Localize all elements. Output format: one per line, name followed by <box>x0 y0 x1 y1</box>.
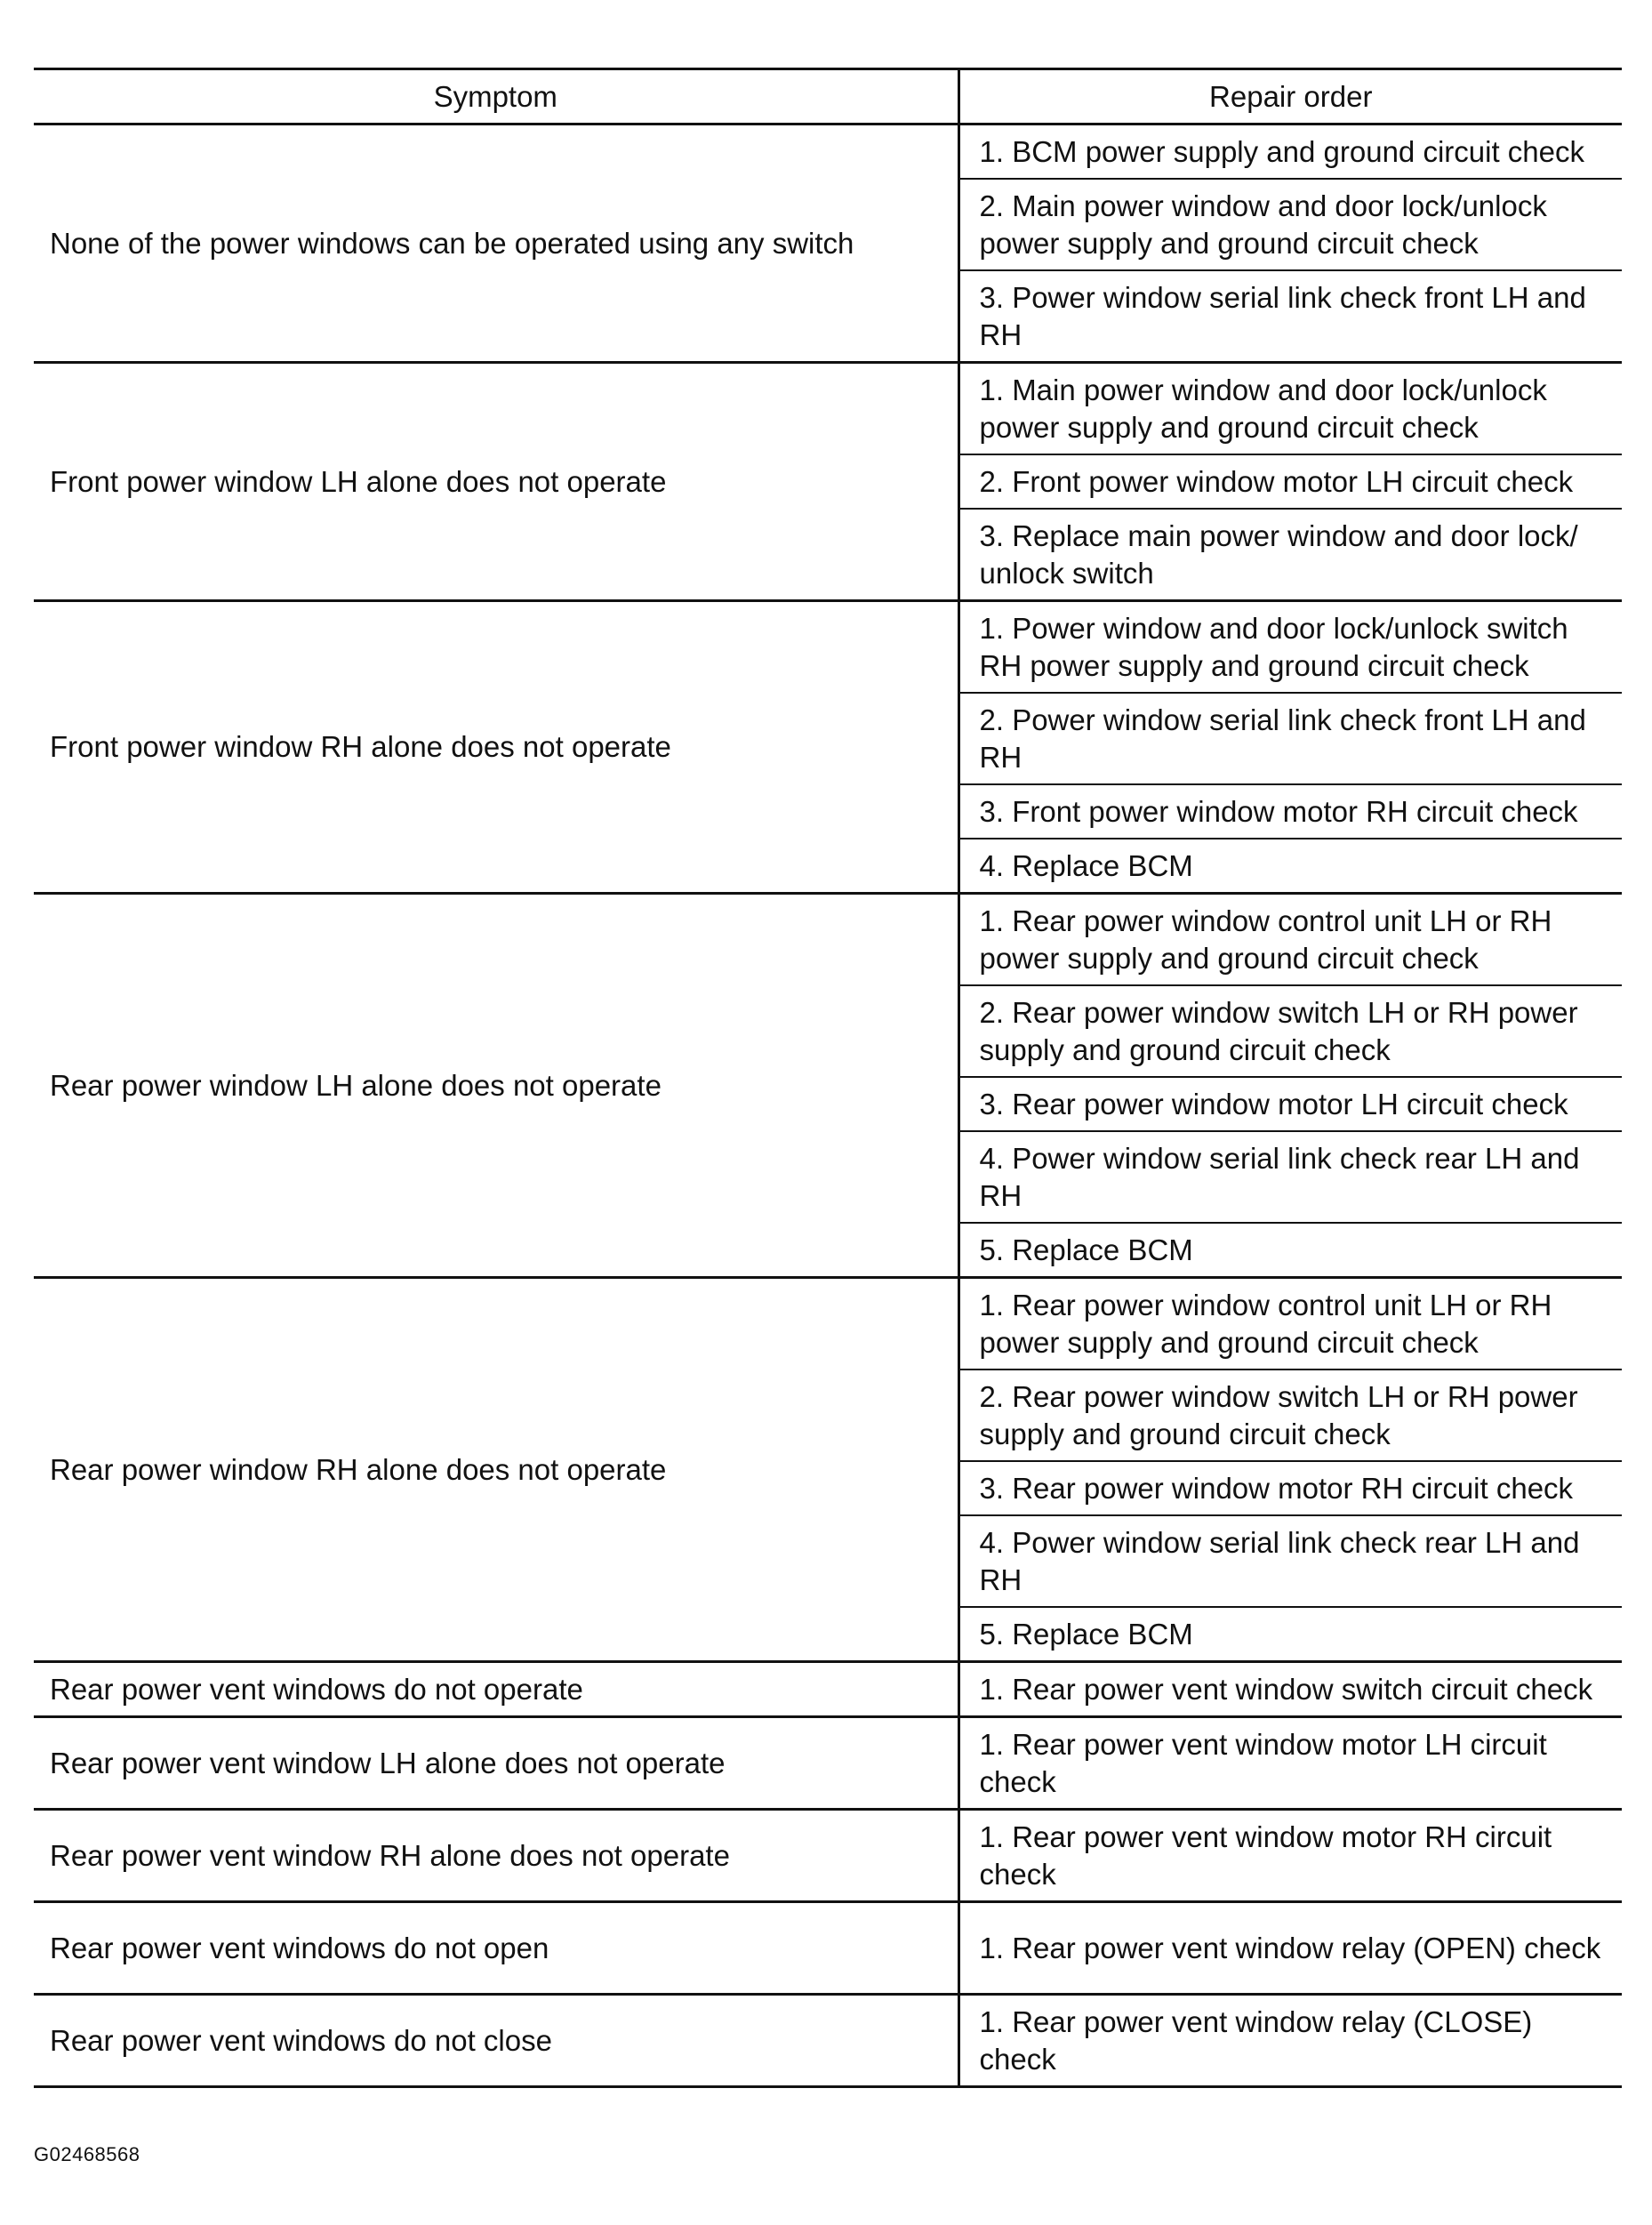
repair-step-cell: 1. Rear power vent window switch circuit check <box>958 1662 1622 1717</box>
repair-step-cell: 3. Rear power window motor RH circuit check <box>958 1461 1622 1515</box>
symptom-cell: Rear power vent windows do not open <box>34 1902 958 1995</box>
table-row <box>34 363 1622 455</box>
symptom-cell: None of the power windows can be operated using any switch <box>34 125 958 363</box>
repair-table-container <box>34 68 1622 2088</box>
repair-step-cell: 1. Rear power vent window motor RH circuit check <box>958 1810 1622 1902</box>
repair-step-cell: 4. Power window serial link check rear LH and RH <box>958 1515 1622 1607</box>
table-row <box>34 1995 1622 2087</box>
repair-step-cell: 1. Rear power window control unit LH or RH power supply and ground circuit check <box>958 1278 1622 1370</box>
table-header-row <box>34 69 1622 125</box>
symptom-cell: Rear power vent windows do not operate <box>34 1662 958 1717</box>
repair-step-cell: 3. Power window serial link check front LH and RH <box>958 270 1622 363</box>
table-row <box>34 125 1622 180</box>
symptom-cell: Front power window LH alone does not operate <box>34 363 958 601</box>
repair-step-cell: 5. Replace BCM <box>958 1223 1622 1278</box>
symptom-cell: Rear power vent window LH alone does not operate <box>34 1717 958 1810</box>
repair-step-cell: 1. Rear power window control unit LH or RH power supply and ground circuit check <box>958 894 1622 986</box>
repair-step-cell: 3. Rear power window motor LH circuit check <box>958 1077 1622 1131</box>
repair-step-cell: 2. Rear power window switch LH or RH power supply and ground circuit check <box>958 1370 1622 1461</box>
symptom-cell: Rear power window RH alone does not operate <box>34 1278 958 1662</box>
repair-order-table <box>34 68 1622 2088</box>
repair-step-cell: 1. Main power window and door lock/unlock power supply and ground circuit check <box>958 363 1622 455</box>
table-row <box>34 1278 1622 1370</box>
repair-step-cell: 4. Power window serial link check rear LH and RH <box>958 1131 1622 1223</box>
repair-step-cell: 3. Replace main power window and door lock/ unlock switch <box>958 509 1622 601</box>
symptom-cell: Front power window RH alone does not operate <box>34 601 958 894</box>
table-row <box>34 601 1622 694</box>
repair-step-cell: 2. Front power window motor LH circuit check <box>958 454 1622 509</box>
repair-step-cell: 1. BCM power supply and ground circuit check <box>958 125 1622 180</box>
repair-step-cell: 4. Replace BCM <box>958 839 1622 894</box>
repair-step-cell: 2. Rear power window switch LH or RH power supply and ground circuit check <box>958 985 1622 1077</box>
figure-code: G02468568 <box>34 2143 140 2165</box>
repair-step-cell: 1. Rear power vent window relay (CLOSE) check <box>958 1995 1622 2087</box>
table-row <box>34 1662 1622 1717</box>
symptom-cell: Rear power vent window RH alone does not operate <box>34 1810 958 1902</box>
table-row <box>34 1810 1622 1902</box>
table-row <box>34 894 1622 986</box>
symptom-column-header: Symptom <box>34 69 958 125</box>
symptom-cell: Rear power window LH alone does not operate <box>34 894 958 1278</box>
repair-order-column-header: Repair order <box>958 69 1622 125</box>
repair-step-cell: 1. Rear power vent window relay (OPEN) check <box>958 1902 1622 1995</box>
repair-step-cell: 3. Front power window motor RH circuit check <box>958 784 1622 839</box>
repair-step-cell: 2. Power window serial link check front LH and RH <box>958 693 1622 784</box>
table-row <box>34 1717 1622 1810</box>
repair-step-cell: 2. Main power window and door lock/unlock power supply and ground circuit check <box>958 179 1622 270</box>
table-row <box>34 1902 1622 1995</box>
repair-step-cell: 1. Rear power vent window motor LH circuit check <box>958 1717 1622 1810</box>
repair-step-cell: 1. Power window and door lock/unlock switch RH power supply and ground circuit check <box>958 601 1622 694</box>
repair-step-cell: 5. Replace BCM <box>958 1607 1622 1662</box>
symptom-cell: Rear power vent windows do not close <box>34 1995 958 2087</box>
